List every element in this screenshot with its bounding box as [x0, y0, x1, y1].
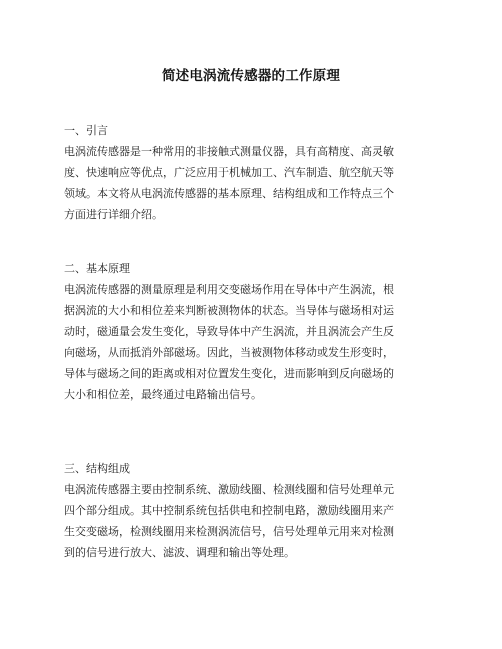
section-structure	[64, 458, 447, 563]
paragraph-line: 方面进行详细介绍。	[64, 208, 163, 221]
section-body-structure	[64, 479, 447, 563]
section-heading-basic-principle: 二、基本原理	[64, 262, 130, 275]
paragraph-line: 生交变磁场，检测线圈用来检测涡流信号，信号处理单元用来对检测	[64, 525, 394, 538]
paragraph-line: 向磁场，从而抵消外部磁场。因此，当被测物体移动或发生形变时，	[64, 346, 394, 359]
paragraph-line: 据涡流的大小和相位差来判断被测物体的状态。当导体与磁场相对运	[64, 304, 394, 317]
section-heading-structure: 三、结构组成	[64, 462, 130, 475]
paragraph-line: 四个部分组成。其中控制系统包括供电和控制电路，激励线圈用来产	[64, 504, 394, 517]
section-heading-introduction: 一、引言	[64, 124, 108, 137]
section-introduction	[64, 120, 447, 225]
paragraph-line: 电涡流传感器是一种常用的非接触式测量仪器，具有高精度、高灵敏	[64, 145, 394, 158]
paragraph-line: 导体与磁场之间的距离或相对位置发生变化，进而影响到反向磁场的	[64, 367, 394, 380]
paragraph-line: 电涡流传感器主要由控制系统、激励线圈、检测线圈和信号处理单元	[64, 483, 394, 496]
paragraph-line: 大小和相位差，最终通过电路输出信号。	[64, 388, 262, 401]
section-body-basic-principle	[64, 279, 447, 405]
paragraph-line: 度、快速响应等优点，广泛应用于机械加工、汽车制造、航空航天等	[64, 166, 394, 179]
section-basic-principle	[64, 258, 447, 405]
paragraph-line: 到的信号进行放大、滤波、调理和输出等处理。	[64, 546, 295, 559]
paragraph-line: 动时，磁通量会发生变化，导致导体中产生涡流，并且涡流会产生反	[64, 325, 394, 338]
document-title: 简述电涡流传感器的工作原理	[161, 68, 341, 84]
section-body-introduction	[64, 141, 447, 225]
paragraph-line: 领域。本文将从电涡流传感器的基本原理、结构组成和工作特点三个	[64, 187, 394, 200]
paragraph-line: 电涡流传感器的测量原理是利用交变磁场作用在导体中产生涡流，根	[64, 283, 394, 296]
